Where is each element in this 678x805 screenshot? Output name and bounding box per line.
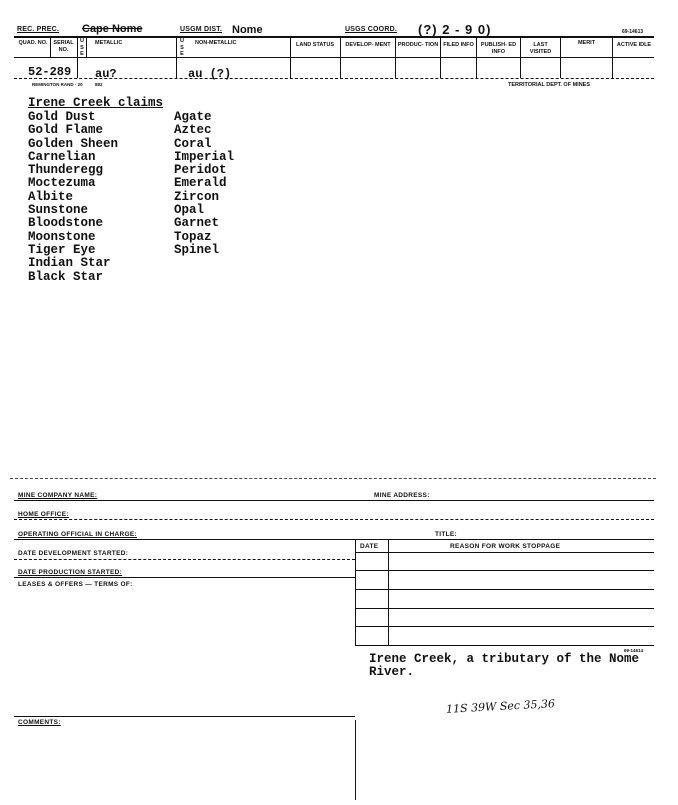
list-item: Opal	[174, 203, 205, 218]
col-non-metallic: NON-METALLIC	[195, 40, 237, 46]
col-serial-no: SERIAL NO.	[53, 40, 74, 53]
rec-prec-label: REC. PREC.	[17, 26, 60, 33]
list-item: Carnelian	[28, 149, 96, 164]
operating-official-label: OPERATING OFFICIAL IN CHARGE:	[18, 531, 137, 538]
form-number-bottom: 69-14614	[624, 648, 644, 653]
list-item: Gold Dust	[28, 110, 96, 124]
list-item: Aztec	[174, 123, 212, 138]
col-development: DEVELOP- MENT	[345, 42, 391, 48]
mine-address-label: MINE ADDRESS:	[374, 492, 430, 499]
col-land-status: LAND STATUS	[296, 42, 334, 48]
list-item: Imperial	[174, 149, 235, 164]
record-quad-serial: 52-289	[28, 65, 72, 79]
col-use-a: U S E	[80, 38, 84, 57]
list-item: Gold Flame	[28, 123, 104, 138]
home-office-label: HOME OFFICE:	[18, 511, 69, 518]
rec-prec-value: Cape Nome	[82, 23, 143, 35]
date-development-label: DATE DEVELOPMENT STARTED:	[18, 550, 129, 557]
leases-label: LEASES & OFFERS — TERMS OF:	[18, 581, 133, 588]
mine-company-name-label: MINE COMPANY NAME:	[18, 492, 98, 499]
list-item: Emerald	[174, 176, 227, 191]
claims-left-list	[28, 111, 118, 284]
usgm-dist-value: Nome	[232, 24, 263, 36]
list-item: Indian Star	[28, 256, 111, 271]
col-use-b: U S E	[180, 38, 184, 57]
usgs-coord-label: USGS COORD.	[345, 26, 397, 33]
list-item: Topaz	[174, 229, 212, 244]
list-item: Moctezuma	[28, 176, 96, 191]
col-quad-no: QUAD. NO.	[18, 40, 48, 46]
col-metallic: METALLIC	[95, 40, 123, 46]
list-item: Thunderegg	[28, 163, 104, 178]
usgm-dist-label: USGM DIST.	[180, 26, 223, 33]
col-merit: MERIT	[577, 40, 596, 46]
printer-code: 882	[95, 82, 103, 87]
list-item: Spinel	[174, 242, 220, 257]
col-active-idle: ACTIVE IDLE	[616, 42, 652, 48]
list-item: Sunstone	[28, 203, 89, 218]
location-note: Irene Creek, a tributary of the Nome River.	[369, 652, 640, 680]
col-published-info: PUBLISH- ED INFO	[480, 42, 517, 55]
list-item: Zircon	[174, 189, 220, 204]
list-item: Albite	[28, 189, 74, 204]
usgs-coord-value: (?) 2 - 9 0)	[418, 22, 492, 37]
title-label: TITLE:	[435, 531, 458, 538]
reason-column-label: REASON FOR WORK STOPPAGE	[450, 543, 561, 550]
list-item: Agate	[174, 110, 212, 124]
list-item: Bloodstone	[28, 216, 104, 231]
col-production: PRODUC- TION	[397, 42, 439, 48]
list-item: Moonstone	[28, 229, 96, 244]
list-item: Tiger Eye	[28, 242, 96, 257]
printer-mark: REMINGTON RAND - 20	[32, 82, 83, 87]
claims-right-list	[174, 111, 234, 257]
record-metallic: au?	[95, 67, 117, 81]
list-item: Golden Sheen	[28, 136, 119, 151]
list-item: Black Star	[28, 269, 104, 284]
list-item: Garnet	[174, 216, 220, 231]
col-filed-info: FILED INFO	[443, 42, 474, 48]
comments-label: COMMENTS:	[18, 719, 61, 726]
list-item: Peridot	[174, 163, 227, 178]
dept-label: TERRITORIAL DEPT. OF MINES	[508, 82, 590, 88]
date-column-label: DATE	[360, 543, 379, 550]
record-non-metallic: au (?)	[188, 67, 232, 81]
list-item: Coral	[174, 136, 212, 151]
date-production-label: DATE PRODUCTION STARTED:	[18, 569, 123, 576]
handwritten-note: 11S 39W Sec 35,36	[445, 697, 556, 716]
form-number-top: 69-14613	[622, 29, 644, 35]
col-last-visited: LAST VISITED	[529, 42, 552, 55]
claims-heading: Irene Creek claims	[28, 96, 164, 110]
